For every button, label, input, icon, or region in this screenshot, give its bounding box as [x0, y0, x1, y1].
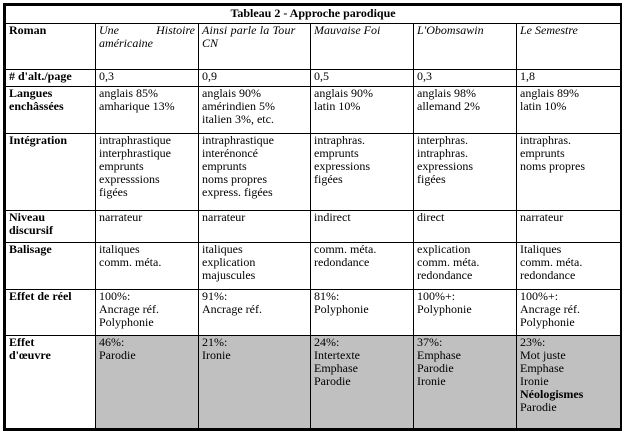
table-title: Tableau 2 - Approche parodique	[6, 6, 621, 24]
row-label-line: Effet de réel	[9, 288, 72, 303]
row-label	[6, 133, 96, 210]
row-label-line: Balisage	[9, 241, 52, 256]
cell-line: direct	[417, 210, 445, 225]
novel-header-1	[96, 23, 199, 70]
cell-line: anglais 98%	[417, 85, 476, 100]
table-cell	[414, 242, 517, 289]
novel-title-part: Histoire	[156, 23, 195, 37]
cell-line: comm. méta.	[520, 254, 583, 269]
cell-line: emprunts	[520, 145, 565, 160]
cell-line: expresssions	[99, 171, 160, 186]
cell-line: figées	[314, 171, 343, 186]
cell-line: Parodie	[314, 374, 351, 389]
cell-line: comm. méta.	[417, 254, 480, 269]
cell-line: Italiques	[520, 241, 562, 256]
row-label	[6, 86, 96, 133]
cell-line: narrateur	[99, 210, 143, 225]
cell-line: noms propres	[202, 171, 267, 186]
cell-line: anglais 90%	[202, 85, 261, 100]
cell-line: Polyphonie	[314, 301, 369, 316]
cell-line: interénoncé	[202, 145, 258, 160]
row-label-line: Intégration	[9, 132, 67, 147]
cell-line: 24%:	[314, 335, 340, 350]
header-row	[6, 23, 621, 70]
table-cell	[311, 336, 414, 429]
row-label	[6, 336, 96, 429]
table-cell	[199, 70, 311, 86]
novel-header-5	[517, 23, 621, 70]
table-cell	[517, 86, 621, 133]
table-cell	[311, 133, 414, 210]
cell-line: Emphase	[417, 348, 461, 363]
table-cell	[311, 289, 414, 336]
table-cell	[517, 133, 621, 210]
table-row	[6, 86, 621, 133]
cell-line: intraphras.	[314, 132, 365, 147]
cell-line: Ironie	[520, 374, 549, 389]
novel-title-line1: L'Obomsawin	[417, 22, 484, 37]
cell-line: redondance	[314, 254, 370, 269]
cell-line: anglais 85%	[99, 85, 158, 100]
cell-line: intraphras.	[520, 132, 571, 147]
cell-line: 100%+:	[417, 288, 456, 303]
cell-line: 0,5	[314, 69, 329, 84]
approche-parodique-table-frame	[3, 3, 622, 431]
cell-line: 81%:	[314, 288, 340, 303]
table-row	[6, 242, 621, 289]
cell-line: italiques	[99, 241, 140, 256]
row-label-line: Effet	[9, 335, 35, 350]
cell-line: Emphase	[520, 361, 564, 376]
table-cell	[199, 242, 311, 289]
cell-line: figées	[417, 171, 446, 186]
cell-line: 23%:	[520, 335, 546, 350]
cell-line: indirect	[314, 210, 351, 225]
cell-line: 100%:	[99, 288, 131, 303]
approche-parodique-table	[5, 5, 621, 429]
cell-line: 91%:	[202, 288, 228, 303]
row-label-line: discursif	[9, 223, 54, 238]
cell-line: 0,9	[202, 69, 217, 84]
cell-line: 0,3	[417, 69, 432, 84]
cell-line: 100%+:	[520, 288, 559, 303]
cell-line: Ironie	[202, 348, 231, 363]
table-cell	[96, 70, 199, 86]
title-row	[6, 6, 621, 24]
novel-title-line1: Ainsi parle la Tour	[202, 22, 296, 37]
table-cell	[96, 133, 199, 210]
table-cell	[199, 289, 311, 336]
cell-line: Ironie	[417, 374, 446, 389]
row-label	[6, 289, 96, 336]
table-row	[6, 211, 621, 243]
table-cell	[199, 133, 311, 210]
cell-line: anglais 89%	[520, 85, 579, 100]
table-cell	[414, 336, 517, 429]
table-cell	[311, 70, 414, 86]
cell-line: narrateur	[520, 210, 564, 225]
cell-line: Polyphonie	[520, 314, 575, 329]
cell-line: Parodie	[520, 400, 557, 415]
cell-line: latin 10%	[314, 98, 361, 113]
row-label	[6, 70, 96, 86]
table-cell	[414, 86, 517, 133]
novel-title-part: Une	[99, 23, 119, 37]
table-row	[6, 133, 621, 210]
cell-line: intraphras.	[417, 145, 468, 160]
cell-line: anglais 90%	[314, 85, 373, 100]
row-label-line: # d'alt./page	[9, 69, 72, 84]
cell-line: Ancrage réf.	[520, 301, 580, 316]
cell-line: Intertexte	[314, 348, 360, 363]
cell-line: redondance	[520, 267, 576, 282]
cell-line: figées	[99, 184, 128, 199]
cell-line: narrateur	[202, 210, 246, 225]
cell-line: expressions	[417, 158, 473, 173]
cell-line: explication	[202, 254, 256, 269]
row-label-line: Langues	[9, 85, 53, 100]
cell-line: expressions	[314, 158, 370, 173]
cell-line: emprunts	[202, 158, 247, 173]
table-row	[6, 289, 621, 336]
cell-line: emprunts	[99, 158, 144, 173]
cell-line: comm. méta.	[99, 254, 162, 269]
table-cell	[414, 211, 517, 243]
cell-line: intraphrastique	[99, 132, 171, 147]
cell-line: comm. méta.	[314, 241, 377, 256]
row-label-line: d'œuvre	[9, 348, 51, 363]
cell-line: redondance	[417, 267, 473, 282]
table-cell	[96, 289, 199, 336]
cell-line: Ancrage réf.	[202, 301, 262, 316]
cell-line: amharique 13%	[99, 98, 175, 113]
cell-line: intraphrastique	[202, 132, 274, 147]
cell-line: 1,8	[520, 69, 535, 84]
table-cell	[199, 336, 311, 429]
table-cell	[414, 133, 517, 210]
cell-line: majuscules	[202, 267, 256, 282]
cell-line: 46%:	[99, 335, 125, 350]
cell-line: Emphase	[314, 361, 358, 376]
cell-line: 21%:	[202, 335, 228, 350]
table-cell	[96, 211, 199, 243]
novel-title-line1: Mauvaise Foi	[314, 22, 381, 37]
novel-title-line2: américaine	[99, 35, 153, 50]
novel-title-line1: Le Semestre	[520, 22, 578, 37]
cell-line: latin 10%	[520, 98, 567, 113]
table-cell	[517, 289, 621, 336]
table-cell	[311, 86, 414, 133]
row-label-line: Niveau	[9, 210, 45, 225]
table-cell	[517, 211, 621, 243]
cell-line: express. figées	[202, 184, 273, 199]
cell-line: Parodie	[417, 361, 454, 376]
table-cell	[517, 70, 621, 86]
cell-line: 37%:	[417, 335, 443, 350]
cell-line: 0,3	[99, 69, 114, 84]
table-cell	[311, 211, 414, 243]
row-label	[6, 242, 96, 289]
table-cell	[96, 242, 199, 289]
cell-line: Ancrage réf.	[99, 301, 159, 316]
cell-line: italien 3%, etc.	[202, 111, 274, 126]
cell-line: noms propres	[520, 158, 585, 173]
table-cell	[517, 336, 621, 429]
cell-line: Parodie	[99, 348, 136, 363]
table-cell	[199, 211, 311, 243]
novel-header-2	[199, 23, 311, 70]
cell-line: amérindien 5%	[202, 98, 275, 113]
cell-line: explication	[417, 241, 471, 256]
novel-title-line2: CN	[202, 35, 219, 50]
row-label-line: enchâssées	[9, 98, 64, 113]
row-label	[6, 211, 96, 243]
cell-line: allemand 2%	[417, 98, 480, 113]
table-cell	[96, 86, 199, 133]
cell-line: italiques	[202, 241, 243, 256]
cell-line: interphrastique	[99, 145, 171, 160]
table-cell	[414, 289, 517, 336]
table-row	[6, 70, 621, 86]
cell-line: Polyphonie	[99, 314, 154, 329]
table-row	[6, 336, 621, 429]
table-cell	[517, 242, 621, 289]
cell-line: Néologismes	[520, 387, 584, 402]
table-cell	[414, 70, 517, 86]
cell-line: interphras.	[417, 132, 468, 147]
header-label-roman: Roman	[6, 23, 96, 70]
cell-line: Polyphonie	[417, 301, 472, 316]
table-cell	[96, 336, 199, 429]
cell-line: emprunts	[314, 145, 359, 160]
table-cell	[311, 242, 414, 289]
table-cell	[199, 86, 311, 133]
novel-header-3	[311, 23, 414, 70]
cell-line: Mot juste	[520, 348, 566, 363]
novel-header-4	[414, 23, 517, 70]
